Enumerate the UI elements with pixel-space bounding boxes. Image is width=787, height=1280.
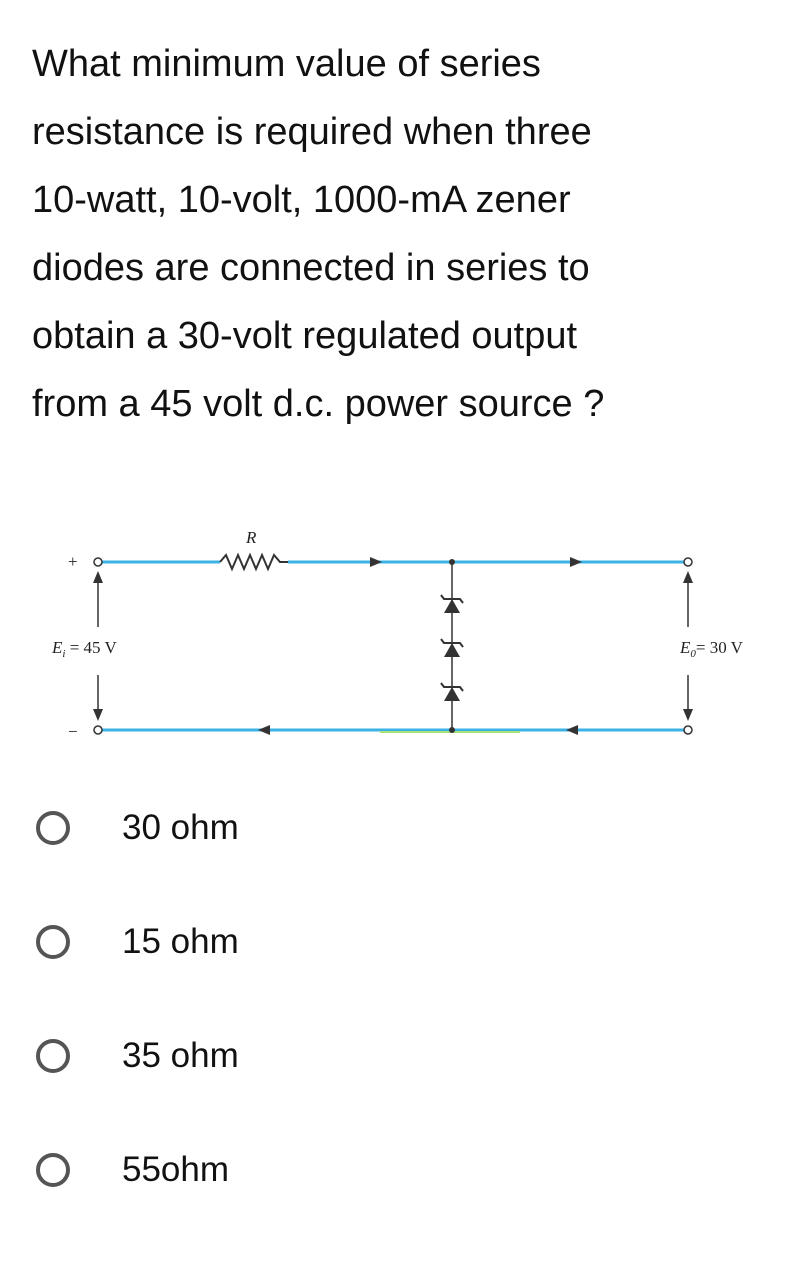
radio-button-icon[interactable]	[36, 811, 70, 845]
input-voltage-label: $E_i = 45$ V	[52, 638, 117, 660]
option-30-ohm[interactable]	[36, 800, 239, 856]
output-voltage-label: $E_0= 30$ V	[680, 638, 743, 660]
question-line: from a 45 volt d.c. power source ?	[32, 383, 605, 425]
option-label: 35 ohm	[122, 1036, 239, 1075]
current-arrow	[566, 725, 578, 735]
minus-sign: −	[68, 722, 78, 741]
resistor-symbol	[220, 555, 288, 569]
question-line: What minimum value of series	[32, 43, 541, 85]
option-55-ohm[interactable]	[36, 1142, 229, 1198]
option-label: 30 ohm	[122, 808, 239, 847]
question-line: diodes are connected in series to	[32, 247, 590, 289]
radio-button-icon[interactable]	[36, 925, 70, 959]
junction-dot	[449, 559, 455, 565]
output-voltage-arrow	[683, 571, 693, 583]
input-voltage-arrow	[93, 709, 103, 721]
output-voltage-arrow	[683, 709, 693, 721]
output-terminal-top	[684, 558, 692, 566]
output-terminal-bottom	[684, 726, 692, 734]
radio-button-icon[interactable]	[36, 1153, 70, 1187]
option-label: 55ohm	[122, 1150, 230, 1189]
option-35-ohm[interactable]	[36, 1028, 239, 1084]
question-line: 10-watt, 10-volt, 1000-mA zener	[32, 179, 571, 221]
input-terminal-bottom	[94, 726, 102, 734]
radio-button-icon[interactable]	[36, 1039, 70, 1073]
plus-sign: +	[68, 552, 78, 571]
question-text	[32, 30, 772, 438]
current-arrow	[258, 725, 270, 735]
option-label: 15 ohm	[122, 922, 239, 961]
input-voltage-arrow	[93, 571, 103, 583]
resistor-label: R	[246, 528, 257, 547]
current-arrow	[570, 557, 582, 567]
option-15-ohm[interactable]	[36, 914, 239, 970]
zener-circuit-diagram	[0, 515, 787, 750]
input-terminal-top	[94, 558, 102, 566]
junction-dot	[449, 727, 455, 733]
question-line: resistance is required when three	[32, 111, 592, 153]
current-arrow	[370, 557, 382, 567]
question-line: obtain a 30-volt regulated output	[32, 315, 578, 357]
